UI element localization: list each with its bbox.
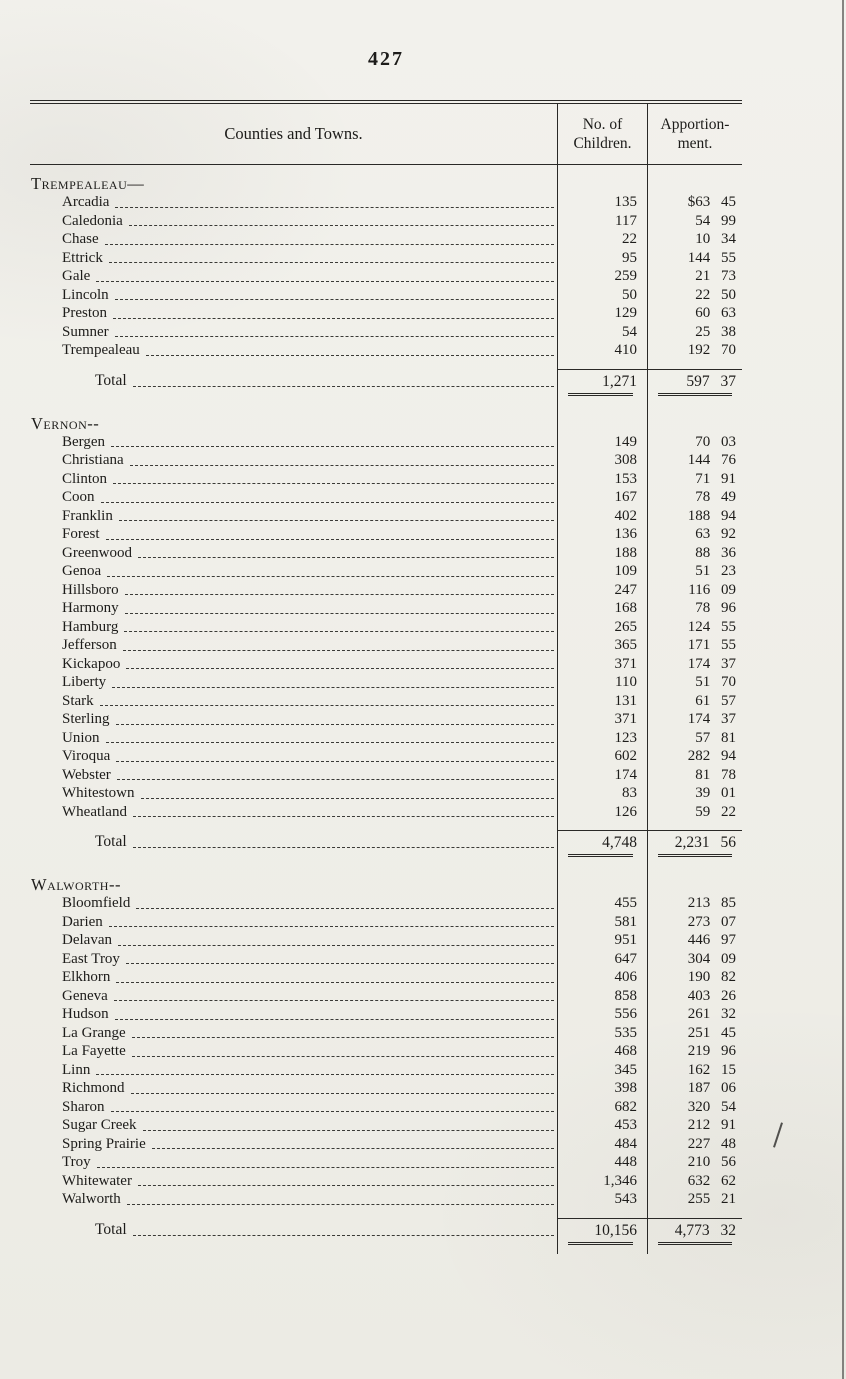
- dotted-leader: [119, 520, 554, 521]
- children-value: 453: [557, 1116, 647, 1135]
- table-row-name: [30, 544, 557, 563]
- apportionment-value: 190 82: [647, 968, 742, 987]
- table-row-name: [30, 894, 557, 913]
- town-name: Viroqua: [62, 748, 111, 764]
- apportionment-value: 213 85: [647, 894, 742, 913]
- table-row-name: [30, 673, 557, 692]
- dotted-leader: [105, 244, 554, 245]
- table-row-name: [30, 1098, 557, 1117]
- table-row-name: [30, 618, 557, 637]
- table-row-name: [30, 784, 557, 803]
- children-value: 131: [557, 692, 647, 711]
- town-name: Stark: [62, 692, 94, 709]
- dotted-leader: [114, 1000, 554, 1001]
- children-value: 95: [557, 249, 647, 268]
- children-value: 109: [557, 562, 647, 581]
- town-name: Darien: [62, 913, 103, 930]
- town-name: Walworth: [62, 1191, 121, 1207]
- dotted-leader: [116, 724, 555, 725]
- dotted-leader: [138, 557, 554, 558]
- apportionment-value: 70 03: [647, 433, 742, 452]
- town-name: Chase: [62, 231, 99, 247]
- apportionment-value: 192 70: [647, 341, 742, 360]
- dotted-leader: [123, 650, 554, 651]
- apportionment-value: 25 38: [647, 323, 742, 342]
- children-value: 153: [557, 470, 647, 489]
- table-row-name: [30, 1135, 557, 1154]
- town-name: Linn: [62, 1061, 91, 1078]
- apportionment-value: 171 55: [647, 636, 742, 655]
- children-value: 371: [557, 710, 647, 729]
- children-value: 410: [557, 341, 647, 360]
- dotted-leader: [131, 1093, 555, 1094]
- children-value: 455: [557, 894, 647, 913]
- town-name: Hamburg: [62, 618, 119, 635]
- apportionment-value: 273 07: [647, 913, 742, 932]
- table-row-name: [30, 599, 557, 618]
- dotted-leader: [130, 465, 554, 466]
- table-row-name: [30, 525, 557, 544]
- apportionment-value: 188 94: [647, 507, 742, 526]
- apportionment-value: 632 62: [647, 1172, 742, 1191]
- table-row-name: [30, 286, 557, 305]
- town-name: Whitewater: [62, 1172, 132, 1189]
- apportionment-value: 304 09: [647, 950, 742, 969]
- children-value: 682: [557, 1098, 647, 1117]
- total-children-value: 10,156: [557, 1218, 647, 1240]
- town-name: Wheatland: [62, 803, 127, 820]
- dotted-leader: [106, 539, 555, 540]
- apportionment-value: 39 01: [647, 784, 742, 803]
- dotted-leader: [115, 336, 554, 337]
- dotted-leader: [132, 1056, 554, 1057]
- dotted-leader: [141, 798, 555, 799]
- dotted-leader: [146, 355, 554, 356]
- town-name: Liberty: [62, 674, 107, 690]
- dotted-leader: [133, 386, 554, 387]
- town-name: Webster: [62, 766, 111, 783]
- children-value: 602: [557, 747, 647, 766]
- total-row-name: [30, 830, 557, 852]
- table-row-name: [30, 636, 557, 655]
- dotted-leader: [115, 299, 554, 300]
- apportionment-table: [30, 100, 742, 1254]
- table-row-name: [30, 249, 557, 268]
- table-row-name: [30, 987, 557, 1006]
- total-children-value: 4,748: [557, 830, 647, 852]
- apportionment-value: 187 06: [647, 1079, 742, 1098]
- town-name: Whitestown: [62, 785, 135, 801]
- children-value: 188: [557, 544, 647, 563]
- town-name: Jefferson: [62, 637, 117, 653]
- dotted-leader: [106, 742, 555, 743]
- apportionment-value: 144 55: [647, 249, 742, 268]
- apportionment-value: 255 21: [647, 1190, 742, 1209]
- table-row-name: [30, 304, 557, 323]
- table-row-name: [30, 488, 557, 507]
- town-name: Lincoln: [62, 286, 109, 303]
- children-value: 402: [557, 507, 647, 526]
- table-row-name: [30, 193, 557, 212]
- total-row-name: [30, 369, 557, 391]
- dotted-leader: [136, 908, 554, 909]
- apportionment-value: 282 94: [647, 747, 742, 766]
- dotted-leader: [96, 281, 554, 282]
- children-value: 406: [557, 968, 647, 987]
- apportionment-header-line1: Apportion-: [660, 116, 730, 133]
- double-rule: [557, 391, 647, 405]
- children-value: 136: [557, 525, 647, 544]
- town-name: La Fayette: [62, 1043, 126, 1059]
- total-children-value: 1,271: [557, 369, 647, 391]
- table-row-name: [30, 766, 557, 785]
- town-name: Gale: [62, 268, 91, 284]
- town-name: Sharon: [62, 1098, 105, 1115]
- apportionment-value: 144 76: [647, 451, 742, 470]
- town-name: Bloomfield: [62, 895, 131, 911]
- apportionment-value: 57 81: [647, 729, 742, 748]
- town-name: Preston: [62, 305, 107, 321]
- children-value: 535: [557, 1024, 647, 1043]
- town-name: Christiana: [62, 452, 124, 468]
- apportionment-value: 88 36: [647, 544, 742, 563]
- dotted-leader: [101, 502, 554, 503]
- town-name: Trempealeau: [62, 342, 140, 358]
- table-row-name: [30, 1042, 557, 1061]
- table-body: [30, 165, 742, 1254]
- children-value: 174: [557, 766, 647, 785]
- total-label: Total: [95, 1220, 127, 1238]
- town-name: Forest: [62, 526, 100, 542]
- table-row-name: [30, 1024, 557, 1043]
- apportionment-value: 210 56: [647, 1153, 742, 1172]
- town-name: Richmond: [62, 1080, 125, 1096]
- dotted-leader: [113, 483, 554, 484]
- dotted-leader: [117, 779, 554, 780]
- total-label: Total: [95, 371, 127, 389]
- apportionment-header-line2: ment.: [677, 135, 713, 152]
- apportionment-value: 174 37: [647, 710, 742, 729]
- apportionment-value: 162 15: [647, 1061, 742, 1080]
- children-value: 484: [557, 1135, 647, 1154]
- table-row-name: [30, 581, 557, 600]
- children-value: 581: [557, 913, 647, 932]
- town-name: Harmony: [62, 600, 119, 616]
- dotted-leader: [126, 963, 554, 964]
- table-row-name: [30, 1005, 557, 1024]
- children-value: 149: [557, 433, 647, 452]
- children-value: 123: [557, 729, 647, 748]
- children-value: 398: [557, 1079, 647, 1098]
- dotted-leader: [96, 1074, 554, 1075]
- table-row-name: [30, 230, 557, 249]
- children-value: 448: [557, 1153, 647, 1172]
- table-row-name: [30, 729, 557, 748]
- children-value: 117: [557, 212, 647, 231]
- dotted-leader: [112, 687, 554, 688]
- children-value: 1,346: [557, 1172, 647, 1191]
- table-row-name: [30, 507, 557, 526]
- double-rule: [647, 1240, 742, 1254]
- table-row-name: [30, 803, 557, 822]
- town-name: Sugar Creek: [62, 1117, 137, 1133]
- town-name: La Grange: [62, 1024, 126, 1041]
- children-value: 345: [557, 1061, 647, 1080]
- dotted-leader: [97, 1167, 554, 1168]
- table-row-name: [30, 1172, 557, 1191]
- total-apportionment-value: 2,231 56: [647, 830, 742, 852]
- dotted-leader: [152, 1148, 554, 1149]
- children-value: 647: [557, 950, 647, 969]
- children-value: 259: [557, 267, 647, 286]
- dotted-leader: [126, 668, 554, 669]
- table-row-name: [30, 433, 557, 452]
- apportionment-value: 403 26: [647, 987, 742, 1006]
- table-row-name: [30, 931, 557, 950]
- apportionment-value: 174 37: [647, 655, 742, 674]
- dotted-leader: [115, 207, 554, 208]
- town-name: Union: [62, 729, 100, 746]
- children-value: 167: [557, 488, 647, 507]
- dotted-leader: [132, 1037, 554, 1038]
- dotted-leader: [115, 1019, 554, 1020]
- apportionment-value: 22 50: [647, 286, 742, 305]
- apportionment-value: 212 91: [647, 1116, 742, 1135]
- children-value: 83: [557, 784, 647, 803]
- town-name: Ettrick: [62, 249, 103, 266]
- dotted-leader: [133, 1235, 554, 1236]
- dotted-leader: [118, 945, 554, 946]
- town-name: Coon: [62, 489, 95, 505]
- apportionment-value: 61 57: [647, 692, 742, 711]
- apportionment-value: 261 32: [647, 1005, 742, 1024]
- apportionment-value: 219 96: [647, 1042, 742, 1061]
- town-name: Bergen: [62, 433, 106, 450]
- table-row-name: [30, 323, 557, 342]
- town-name: Delavan: [62, 932, 112, 948]
- children-value: 265: [557, 618, 647, 637]
- children-value: 543: [557, 1190, 647, 1209]
- children-header-line1: No. of: [582, 116, 623, 133]
- apportionment-value: 320 54: [647, 1098, 742, 1117]
- table-row-name: [30, 1116, 557, 1135]
- children-value: 371: [557, 655, 647, 674]
- dotted-leader: [116, 761, 554, 762]
- table-row-name: [30, 267, 557, 286]
- dotted-leader: [133, 847, 554, 848]
- table-row-name: [30, 470, 557, 489]
- table-row-name: [30, 212, 557, 231]
- page-number: 427: [368, 48, 404, 70]
- apportionment-value: 51 70: [647, 673, 742, 692]
- children-value: 129: [557, 304, 647, 323]
- town-name: Kickapoo: [62, 655, 121, 672]
- table-row-name: [30, 1061, 557, 1080]
- children-value: 365: [557, 636, 647, 655]
- children-value: 110: [557, 673, 647, 692]
- dotted-leader: [125, 594, 554, 595]
- children-value: 135: [557, 193, 647, 212]
- town-name: Genoa: [62, 563, 102, 579]
- table-row-name: [30, 341, 557, 360]
- town-name: Clinton: [62, 470, 108, 487]
- children-value: 22: [557, 230, 647, 249]
- apportionment-value: 116 09: [647, 581, 742, 600]
- dotted-leader: [129, 225, 554, 226]
- dotted-leader: [100, 705, 554, 706]
- table-row-name: [30, 562, 557, 581]
- table-row-name: [30, 1190, 557, 1209]
- town-name: Sumner: [62, 323, 109, 340]
- dotted-leader: [127, 1204, 554, 1205]
- apportionment-value: 78 96: [647, 599, 742, 618]
- page-edge-line: [842, 0, 844, 1379]
- double-rule: [647, 391, 742, 405]
- children-value: 556: [557, 1005, 647, 1024]
- town-name: Franklin: [62, 507, 113, 524]
- town-name: Geneva: [62, 987, 108, 1004]
- double-rule: [647, 852, 742, 866]
- dotted-leader: [111, 1111, 555, 1112]
- col-header-apportionment: [647, 104, 742, 164]
- dotted-leader: [109, 926, 554, 927]
- children-value: 951: [557, 931, 647, 950]
- apportionment-value: 78 49: [647, 488, 742, 507]
- table-row-name: [30, 692, 557, 711]
- apportionment-value: 54 99: [647, 212, 742, 231]
- dotted-leader: [124, 631, 554, 632]
- total-label: Total: [95, 833, 127, 850]
- dotted-leader: [125, 613, 554, 614]
- county-header-row: [30, 405, 557, 433]
- apportionment-value: 446 97: [647, 931, 742, 950]
- table-row-name: [30, 451, 557, 470]
- town-name: Caledonia: [62, 212, 123, 229]
- col-header-no-of-children: [557, 104, 647, 164]
- county-header-row: [30, 165, 557, 193]
- children-value: 468: [557, 1042, 647, 1061]
- county-name: Trempealeau—: [31, 174, 145, 193]
- town-name: Hillsboro: [62, 581, 119, 598]
- apportionment-value: 251 45: [647, 1024, 742, 1043]
- total-row-name: [30, 1218, 557, 1240]
- apportionment-value: 63 92: [647, 525, 742, 544]
- table-row-name: [30, 710, 557, 729]
- dotted-leader: [111, 446, 554, 447]
- dotted-leader: [138, 1185, 554, 1186]
- children-value: 50: [557, 286, 647, 305]
- town-name: East Troy: [62, 950, 120, 967]
- apportionment-value: 227 48: [647, 1135, 742, 1154]
- total-apportionment-value: 4,773 32: [647, 1218, 742, 1240]
- total-apportionment-value: 597 37: [647, 369, 742, 391]
- children-value: 168: [557, 599, 647, 618]
- apportionment-value: 60 63: [647, 304, 742, 323]
- dotted-leader: [113, 318, 554, 319]
- town-name: Sterling: [62, 711, 110, 727]
- apportionment-value: 51 23: [647, 562, 742, 581]
- double-rule: [557, 1240, 647, 1254]
- apportionment-value: 10 34: [647, 230, 742, 249]
- town-name: Troy: [62, 1154, 91, 1170]
- apportionment-value: 59 22: [647, 803, 742, 822]
- table-header: [30, 100, 742, 165]
- town-name: Hudson: [62, 1006, 109, 1022]
- children-value: 126: [557, 803, 647, 822]
- ink-mark: [773, 1122, 783, 1147]
- apportionment-value: 21 73: [647, 267, 742, 286]
- col-header-counties-label: Counties and Towns.: [224, 124, 363, 143]
- apportionment-value: 124 55: [647, 618, 742, 637]
- town-name: Elkhorn: [62, 969, 111, 985]
- table-row-name: [30, 655, 557, 674]
- county-name: Vernon--: [31, 413, 100, 433]
- table-row-name: [30, 1153, 557, 1172]
- children-value: 308: [557, 451, 647, 470]
- table-row-name: [30, 968, 557, 987]
- table-row-name: [30, 747, 557, 766]
- children-value: 858: [557, 987, 647, 1006]
- col-header-counties-and-towns: [30, 104, 557, 164]
- dotted-leader: [143, 1130, 554, 1131]
- dotted-leader: [133, 816, 554, 817]
- dotted-leader: [109, 262, 554, 263]
- apportionment-value: $63 45: [647, 193, 742, 212]
- table-row-name: [30, 950, 557, 969]
- dotted-leader: [107, 576, 554, 577]
- town-name: Greenwood: [62, 544, 132, 561]
- county-name: Walworth--: [31, 875, 121, 894]
- children-value: 54: [557, 323, 647, 342]
- county-header-row: [30, 866, 557, 894]
- town-name: Spring Prairie: [62, 1135, 146, 1152]
- apportionment-value: 81 78: [647, 766, 742, 785]
- children-value: 247: [557, 581, 647, 600]
- table-row-name: [30, 913, 557, 932]
- dotted-leader: [116, 982, 554, 983]
- town-name: Arcadia: [62, 194, 110, 210]
- double-rule: [557, 852, 647, 866]
- table-row-name: [30, 1079, 557, 1098]
- apportionment-value: 71 91: [647, 470, 742, 489]
- children-header-line2: Children.: [573, 135, 632, 152]
